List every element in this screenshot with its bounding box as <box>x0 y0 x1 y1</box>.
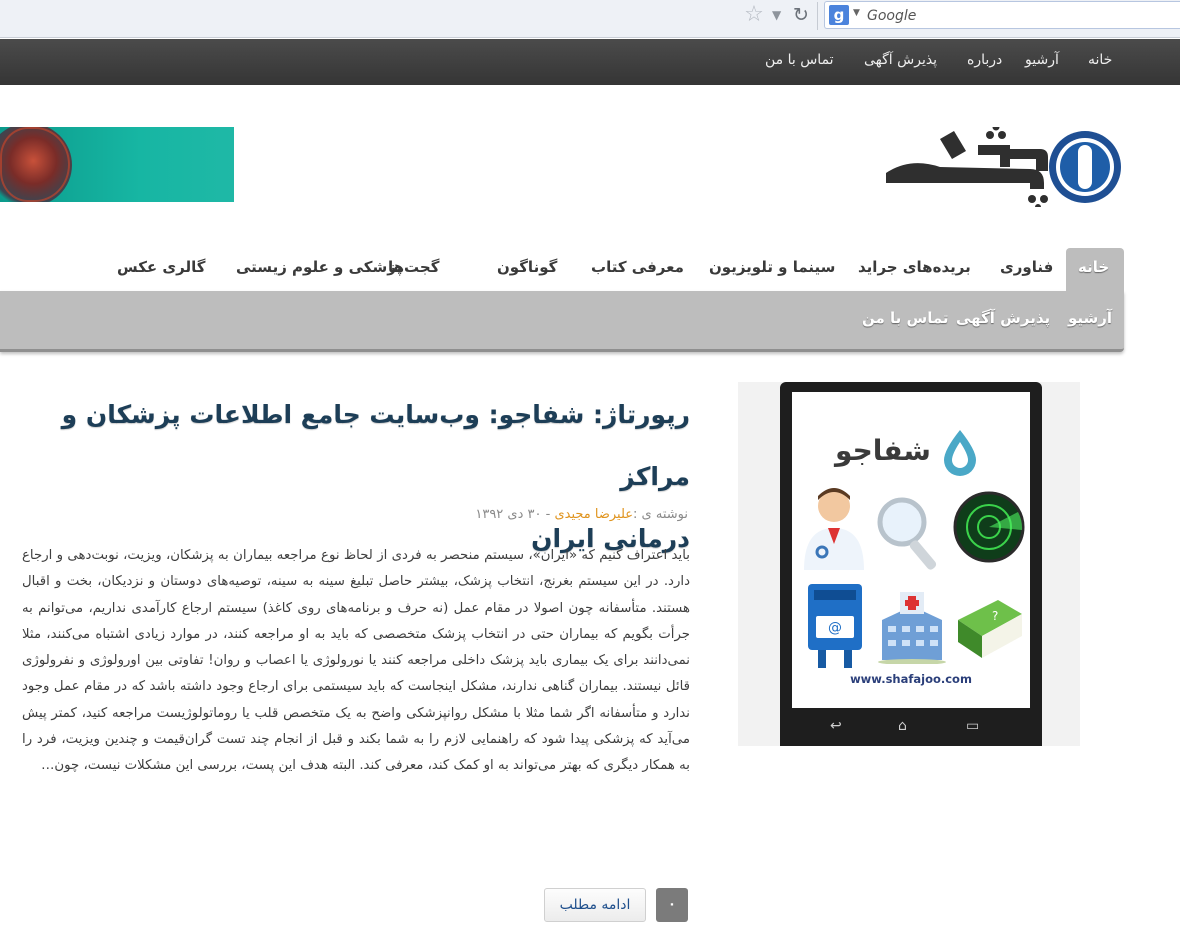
post-byline <box>300 507 688 522</box>
top-nav <box>0 39 1180 85</box>
author-link[interactable]: علیرضا مجیدی <box>554 507 634 522</box>
browser-toolbar <box>0 0 1180 38</box>
comment-count-badge[interactable]: ۰ <box>656 888 688 922</box>
app-logo <box>828 428 978 478</box>
phone-softkeys <box>780 718 1042 738</box>
site-logo[interactable] <box>880 127 1125 207</box>
doctor-icon <box>800 484 868 570</box>
back-icon: ↩ <box>830 718 842 734</box>
nav-medicine-life-sciences[interactable]: پزشکی و علوم زیستی <box>236 258 403 276</box>
magnifier-icon <box>874 494 946 572</box>
nav-home[interactable]: خانه <box>1078 258 1110 276</box>
nav-advertise[interactable]: پذیرش آگهی <box>956 309 1051 327</box>
main-nav <box>0 248 1124 352</box>
recent-apps-icon: ▭ <box>966 718 980 734</box>
nav-technology[interactable]: فناوری <box>1000 258 1054 276</box>
google-g-icon[interactable]: g <box>829 5 849 25</box>
star-icon[interactable]: ☆ <box>744 2 764 27</box>
phone-screen <box>792 392 1030 708</box>
nav-book-review[interactable]: معرفی کتاب <box>591 258 684 276</box>
post-excerpt: باید اعتراف کنیم که «ایران»، سیستم منحصر به فردی از لحاظ نوع مراجعه بیماران به پزشکان، ویزیت، نوبت‌دهی و ارجاع دارد. در این سیستم بغرنج، انتخاب پزشک، بیشتر حاصل تبلیغ سینه به سینه، توصیه‌های دوستان و نزدیکان، بخت و اقبال هستند. متأسفانه چون اصولا در مقام عمل (نه حرف و برنامه‌های روی کاغذ) سیستم ارجاع کارآمدی نداریم، می‌توانم به جرأت بگویم که بیماران حتی در انتخاب پزشک متخصصی که باید به او مراجعه کنند، در موارد زیادی اشتباه می‌کنند، مثلا نمی‌دانند برای یک بیماری باید پزشک داخلی مراجعه کنند یا نورولوژی یا اعصاب و روان! تفاوتی بین اورولوژی و نفرولوژی قائل نیستند. بیماران گناهی ندارند، مشکل اینجاست که باید سیستمی برای ارجاع وجود داشته باشد که در مقام عمل وجود ندارد و متأسفانه اگر شما مثلا با مشکل روانپزشکی واضح به یک متخصص قلب یا روماتولوژیست مراجعه کنید، کمتر پیش می‌آید که پزشکی پیدا شود که راهنمایی لازم را به شما بکند و قبل از انجام چند تست گران‌قیمت و چندین ویزیت، فرد را به همکار دیگری که بهتر می‌تواند به او کمک کند، معرفی کند. البته هدف این پست، بررسی این مشکلات نیست، چون… <box>22 548 690 774</box>
radar-icon <box>952 490 1026 564</box>
post-featured-image[interactable] <box>738 382 1080 746</box>
toolbar-divider <box>817 2 818 30</box>
post-date: ۳۰ دی ۱۳۹۲ <box>475 507 542 522</box>
search-engine-dropdown-icon[interactable]: ▼ <box>853 8 860 18</box>
read-more-button[interactable]: ادامه مطلب <box>544 888 646 922</box>
reload-icon[interactable]: ↻ <box>793 4 809 26</box>
svg-text:@: @ <box>828 620 842 636</box>
search-input[interactable] <box>867 6 1167 26</box>
post-title-line2[interactable]: درمانی ایران <box>531 524 690 553</box>
drop-icon <box>940 428 980 476</box>
nav-contact[interactable]: تماس با من <box>862 309 949 327</box>
brain-neurons-image <box>0 127 70 202</box>
mailbox-icon <box>804 580 866 668</box>
header-banner-ad[interactable] <box>0 127 234 202</box>
byline-prefix: نوشته ی : <box>633 507 688 522</box>
top-nav-about[interactable]: درباره <box>967 52 1003 68</box>
browser-search-box[interactable] <box>824 1 1180 29</box>
nav-press-clippings[interactable]: بریده‌های جراید <box>858 258 971 276</box>
home-icon: ⌂ <box>898 718 907 734</box>
hospital-icon <box>874 590 950 664</box>
phone-mockup <box>780 382 1042 746</box>
nav-miscellaneous[interactable]: گوناگون <box>497 258 558 276</box>
nav-photo-gallery[interactable]: گالری عکس <box>117 258 206 276</box>
top-nav-archive[interactable]: آرشیو <box>1025 52 1059 68</box>
top-nav-contact[interactable]: تماس با من <box>765 52 834 68</box>
book-icon <box>954 596 1026 662</box>
promo-url: www.shafajoo.com <box>850 672 972 686</box>
dropdown-arrow-icon[interactable]: ▼ <box>772 8 782 22</box>
top-nav-advertise[interactable]: پذیرش آگهی <box>864 52 938 68</box>
post-title-line1[interactable]: رپورتاژ: شفاجو: وب‌سایت جامع اطلاعات پزشکان و مراکز <box>61 400 690 491</box>
svg-text:?: ? <box>992 609 999 623</box>
nav-archive[interactable]: آرشیو <box>1068 309 1113 327</box>
nav-cinema-tv[interactable]: سینما و تلویزیون <box>709 258 836 276</box>
date-separator: - <box>541 507 555 522</box>
top-nav-home[interactable]: خانه <box>1088 52 1113 68</box>
app-name: شفاجو <box>835 434 931 467</box>
nav-gadgets[interactable]: گجت‌ها <box>388 258 440 276</box>
